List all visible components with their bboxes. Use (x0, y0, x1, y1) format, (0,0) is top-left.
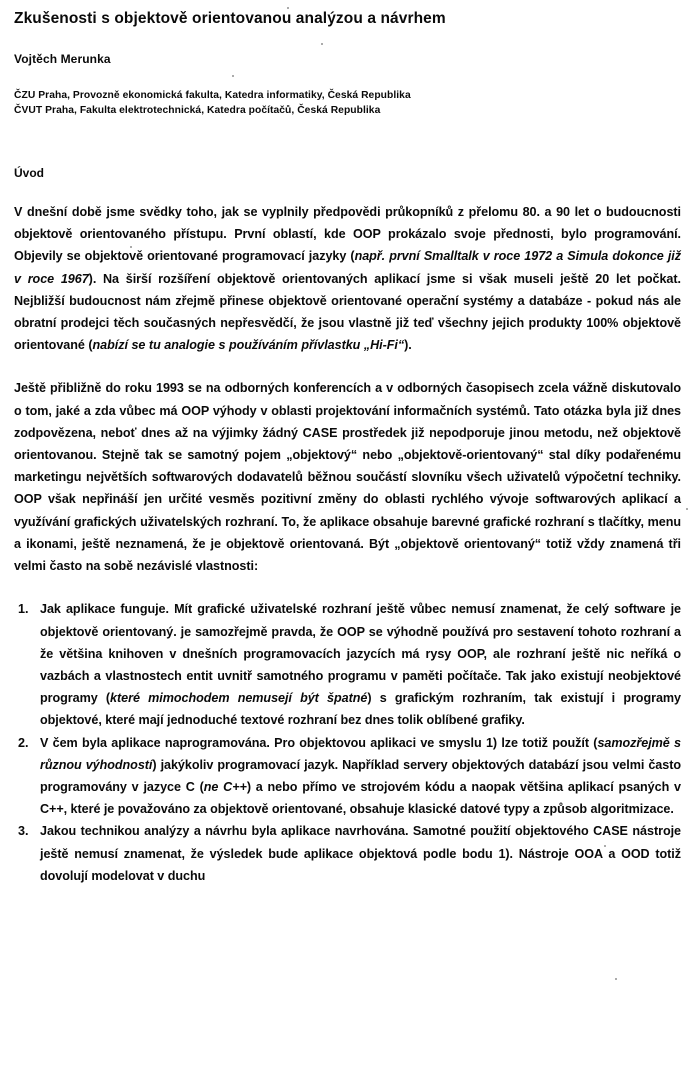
text-run: ). (404, 338, 412, 353)
list-item-lead: Jak aplikace funguje (40, 602, 166, 617)
list-item-lead: V čem byla aplikace naprogramována (40, 735, 267, 750)
section-heading-uvod: Úvod (14, 166, 44, 181)
document-content (14, 0, 681, 887)
list-item (14, 598, 681, 731)
scan-speckle (686, 508, 688, 510)
text-run: . Samotné použití objektového CASE nástroje ještě nemusí znamenat, že výsledek bude aplikace objektová podle bodu 1). Nástroje OOA a OOD totiž dovolují modelovat v duchu (40, 824, 681, 883)
affiliation-line: ČZU Praha, Provozně ekonomická fakulta, Katedra informatiky, Česká Republika (14, 90, 411, 102)
italic-run: které mimochodem nemusejí být špatné (110, 691, 368, 706)
list-item (14, 732, 681, 821)
text-run: ). Na širší rozšíření objektově orientovaných aplikací jsme si však museli ještě 20 let počkat. Nejbližší budoucnost nám zřejmě přinese objektově orientované operační systémy a databáze - pokud nás ale obratní prodejci těch současných nepřesvědčí, že jsou vlastně již teď všechny jejich produkty 100% objektově orientované ( (14, 271, 681, 353)
affiliation-list (14, 66, 681, 118)
scan-speckle (615, 978, 617, 980)
text-run: . Mít grafické uživatelské rozhraní ještě vůbec nemusí znamenat, že celý software je objektově orientovaný. je samozřejmě pravda, že OOP se výhodně používá pro sestavení tohoto rozhraní a že většina knihoven v dnešních programovacích jazycích má rysy OOP, ale rozhraní ještě nic neříká o vazbách a vlastnostech entit uvnitř samotného programu v paměti počítače. Tak jako existují neobjektové programy ( (40, 602, 681, 706)
body-paragraphs (14, 180, 681, 577)
affiliation-line: ČVUT Praha, Fakulta elektrotechnická, Katedra počítačů, Česká Republika (14, 105, 381, 117)
text-run: ) s grafickým rozhraním, tak existují i programy objektové, které mají jednoduché textové rozhraní bez dnes tolik oblíbené grafiky. (40, 691, 681, 728)
italic-run: např. první Smalltalk v roce 1972 a Simula dokonce již v roce 1967 (14, 249, 681, 286)
text-run: V dnešní době jsme svědky toho, jak se vyplnily předpovědi průkopníků z přelomu 80. a 90 let o budoucnosti objektově orientovaného přístupu. První oblastí, kde OOP prokázalo svoje přednosti, bylo programování. Objevily se objektově orientované programovací jazyky ( (14, 205, 681, 264)
paragraph (14, 201, 681, 356)
numbered-list (14, 598, 681, 887)
list-item (14, 820, 681, 887)
numbered-list-wrapper (14, 577, 681, 887)
text-run: . Pro objektovou aplikaci ve smyslu 1) lze totiž použít ( (266, 735, 598, 750)
italic-run: samozřejmě s různou výhodností (40, 735, 681, 772)
italic-run: nabízí se tu analogie s používáním přívlastku „Hi-Fi“ (92, 338, 405, 353)
text-run: ) a nebo přímo ve strojovém kódu a naopak většina aplikací psaných v C++, které je považováno za objektově orientované, obsahuje klasické datové typy a způsob algoritmizace. (40, 779, 681, 817)
page-title: Zkušenosti s objektově orientovanou analýzou a návrhem (14, 10, 446, 27)
text-run: ) jakýkoliv programovací jazyk. Například servery objektových databází jsou velmi často programovány v jazyce C ( (40, 757, 681, 794)
list-item-lead: Jakou technikou analýzy a návrhu byla aplikace navrhována (40, 824, 405, 839)
author-name: Vojtěch Merunka (14, 52, 111, 67)
italic-run: ne C++ (203, 779, 247, 794)
text-run: Ještě přibližně do roku 1993 se na odborných konferencích a v odborných časopisech zcela vážně diskutovalo o tom, jaké a zda vůbec má OOP výhody v oblasti projektování informačních systémů. Tato otázka byla již dnes zodpovězena, neboť dnes až na výjimky žádný CASE prostředek již nepodporuje jinou metodu, než objektově orientovanou. Stejně tak se samotný pojem „objektový“ nebo „objektově-orientovaný“ stal díky podařenému marketingu největších softwarových dodavatelů běžnou součástí slovníku všech uživatelů výpočetní techniky. OOP však nepřináší jen určité vesměs pozitivní změny do oblasti rychlého vývoje softwarových aplikací a využívání grafických uživatelských rozhraní. To, že aplikace obsahuje barevné grafické rozhraní s tlačítky, menu a ikonami, ještě neznamená, že je objektově orientovaná. Být „objektově orientovaný“ totiž vždy znamená tři velmi často na sobě nezávislé vlastnosti: (14, 381, 681, 574)
paragraph (14, 377, 681, 577)
